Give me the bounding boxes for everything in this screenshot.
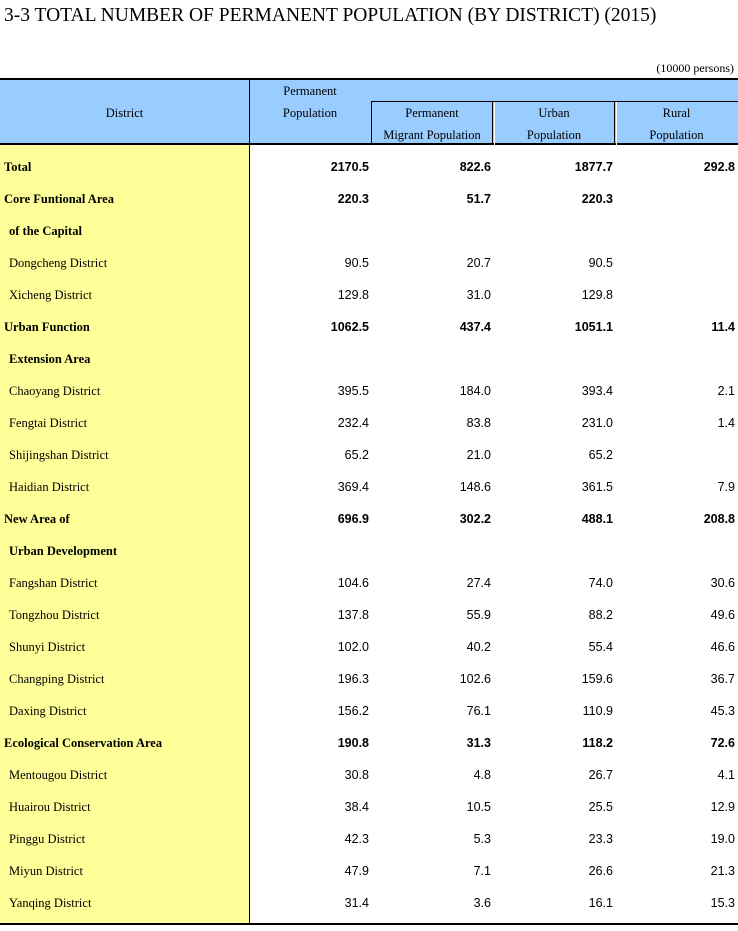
permanent-population-value: 104.6 <box>337 576 369 590</box>
rural-population-value: 2.1 <box>717 384 735 398</box>
table-row <box>0 567 738 599</box>
migrant-population-value: 31.0 <box>466 288 491 302</box>
table-row <box>0 535 738 567</box>
table-body <box>0 151 738 919</box>
table-row <box>0 215 738 247</box>
header-migrant-line2: Migrant Population <box>383 128 481 142</box>
header-rural-line1: Rural <box>662 106 691 120</box>
migrant-population-value: 55.9 <box>466 608 491 622</box>
table-row <box>0 343 738 375</box>
permanent-population-value: 395.5 <box>337 384 369 398</box>
urban-population-value: 88.2 <box>588 608 613 622</box>
migrant-population-value: 3.6 <box>473 896 491 910</box>
permanent-population-value: 220.3 <box>337 192 369 206</box>
district-name: Huairou District <box>9 800 91 814</box>
header-permanent-line1: Permanent <box>283 84 337 98</box>
urban-population-value: 231.0 <box>581 416 613 430</box>
rural-population-value: 72.6 <box>710 736 735 750</box>
permanent-population-value: 42.3 <box>344 832 369 846</box>
permanent-population-value: 38.4 <box>344 800 369 814</box>
migrant-population-value: 302.2 <box>459 512 491 526</box>
table-row <box>0 311 738 343</box>
permanent-population-value: 102.0 <box>337 640 369 654</box>
urban-population-value: 26.7 <box>588 768 613 782</box>
table-row <box>0 631 738 663</box>
header-permanent-line2: Population <box>282 106 338 120</box>
rural-population-value: 292.8 <box>703 160 735 174</box>
district-name: Yanqing District <box>9 896 92 910</box>
rural-population-value: 1.4 <box>717 416 735 430</box>
bottom-rule <box>0 923 738 925</box>
migrant-population-value: 21.0 <box>466 448 491 462</box>
table-row <box>0 503 738 535</box>
table-row <box>0 855 738 887</box>
migrant-population-value: 40.2 <box>466 640 491 654</box>
district-name: New Area of <box>4 512 70 526</box>
migrant-population-value: 822.6 <box>459 160 491 174</box>
permanent-population-value: 2170.5 <box>330 160 369 174</box>
district-name: Ecological Conservation Area <box>4 736 163 750</box>
district-name: Total <box>4 160 32 174</box>
rural-population-value: 19.0 <box>710 832 735 846</box>
permanent-population-value: 232.4 <box>337 416 369 430</box>
table-row <box>0 183 738 215</box>
table-row <box>0 727 738 759</box>
rural-population-value: 45.3 <box>710 704 735 718</box>
urban-population-value: 1051.1 <box>574 320 613 334</box>
migrant-population-value: 437.4 <box>459 320 491 334</box>
rural-population-value: 36.7 <box>710 672 735 686</box>
rural-population-value: 49.6 <box>710 608 735 622</box>
urban-population-value: 110.9 <box>582 704 613 718</box>
permanent-population-value: 196.3 <box>337 672 369 686</box>
rural-population-value: 4.1 <box>717 768 735 782</box>
table-row <box>0 599 738 631</box>
migrant-population-value: 31.3 <box>466 736 491 750</box>
migrant-population-value: 184.0 <box>459 384 491 398</box>
district-name: Changping District <box>9 672 105 686</box>
district-name: of the Capital <box>9 224 82 238</box>
urban-population-value: 90.5 <box>588 256 613 270</box>
urban-population-value: 74.0 <box>588 576 613 590</box>
district-name: Haidian District <box>9 480 90 494</box>
table-row <box>0 791 738 823</box>
rural-population-value: 7.9 <box>717 480 735 494</box>
table-header <box>0 78 738 145</box>
rural-population-value: 12.9 <box>710 800 735 814</box>
table-row <box>0 439 738 471</box>
district-name: Dongcheng District <box>9 256 108 270</box>
header-district: District <box>105 106 144 120</box>
urban-population-value: 26.6 <box>588 864 613 878</box>
migrant-population-value: 76.1 <box>466 704 491 718</box>
migrant-population-value: 4.8 <box>473 768 491 782</box>
permanent-population-value: 190.8 <box>337 736 369 750</box>
unit-label: (10000 persons) <box>656 61 734 75</box>
district-name: Shijingshan District <box>9 448 109 462</box>
urban-population-value: 118.2 <box>582 736 613 750</box>
header-urban-line2: Population <box>526 128 582 142</box>
district-name: Pinggu District <box>9 832 86 846</box>
rural-population-value: 46.6 <box>710 640 735 654</box>
rural-population-value: 15.3 <box>710 896 735 910</box>
migrant-population-value: 83.8 <box>466 416 491 430</box>
district-name: Extension Area <box>9 352 91 366</box>
migrant-population-value: 5.3 <box>473 832 491 846</box>
rural-population-value: 208.8 <box>703 512 735 526</box>
district-name: Chaoyang District <box>9 384 101 398</box>
district-name: Xicheng District <box>9 288 92 302</box>
rural-population-value: 21.3 <box>710 864 735 878</box>
permanent-population-value: 1062.5 <box>330 320 369 334</box>
rural-population-value: 11.4 <box>711 320 735 334</box>
header-rural-line2: Population <box>649 128 704 142</box>
rural-population-value: 30.6 <box>710 576 735 590</box>
table-row <box>0 887 738 919</box>
table-title: 3-3 TOTAL NUMBER OF PERMANENT POPULATION (BY DISTRICT) (2015) <box>4 5 657 26</box>
migrant-population-value: 102.6 <box>459 672 491 686</box>
permanent-population-value: 696.9 <box>337 512 369 526</box>
table-row <box>0 695 738 727</box>
urban-population-value: 129.8 <box>581 288 613 302</box>
urban-population-value: 23.3 <box>588 832 613 846</box>
urban-population-value: 361.5 <box>581 480 613 494</box>
district-name: Mentougou District <box>9 768 108 782</box>
urban-population-value: 393.4 <box>581 384 613 398</box>
table-row <box>0 151 738 183</box>
table-row <box>0 375 738 407</box>
district-name: Core Funtional Area <box>4 192 114 206</box>
district-name: Daxing District <box>9 704 87 718</box>
header-migrant-line1: Permanent <box>405 106 459 120</box>
permanent-population-value: 31.4 <box>344 896 369 910</box>
urban-population-value: 220.3 <box>581 192 613 206</box>
district-name: Tongzhou District <box>9 608 100 622</box>
urban-population-value: 1877.7 <box>574 160 613 174</box>
district-name: Miyun District <box>9 864 83 878</box>
table-row <box>0 279 738 311</box>
migrant-population-value: 27.4 <box>466 576 491 590</box>
permanent-population-value: 129.8 <box>337 288 369 302</box>
district-name: Urban Function <box>4 320 90 334</box>
table-row <box>0 759 738 791</box>
permanent-population-value: 65.2 <box>344 448 369 462</box>
table-row <box>0 407 738 439</box>
district-name: Fangshan District <box>9 576 98 590</box>
urban-population-value: 16.1 <box>588 896 613 910</box>
permanent-population-value: 47.9 <box>344 864 369 878</box>
permanent-population-value: 137.8 <box>337 608 369 622</box>
table-row <box>0 663 738 695</box>
district-name: Shunyi District <box>9 640 86 654</box>
migrant-population-value: 7.1 <box>473 864 491 878</box>
table-row <box>0 471 738 503</box>
district-name: Fengtai District <box>9 416 88 430</box>
urban-population-value: 159.6 <box>581 672 613 686</box>
permanent-population-value: 156.2 <box>337 704 369 718</box>
migrant-population-value: 20.7 <box>466 256 491 270</box>
permanent-population-value: 90.5 <box>344 256 369 270</box>
permanent-population-value: 30.8 <box>344 768 369 782</box>
migrant-population-value: 148.6 <box>459 480 491 494</box>
header-urban-line1: Urban <box>538 106 570 120</box>
urban-population-value: 488.1 <box>581 512 613 526</box>
table-row <box>0 247 738 279</box>
urban-population-value: 25.5 <box>588 800 613 814</box>
permanent-population-value: 369.4 <box>337 480 369 494</box>
migrant-population-value: 51.7 <box>466 192 491 206</box>
table-row <box>0 823 738 855</box>
district-name: Urban Development <box>9 544 117 558</box>
urban-population-value: 55.4 <box>588 640 613 654</box>
urban-population-value: 65.2 <box>588 448 613 462</box>
migrant-population-value: 10.5 <box>466 800 491 814</box>
